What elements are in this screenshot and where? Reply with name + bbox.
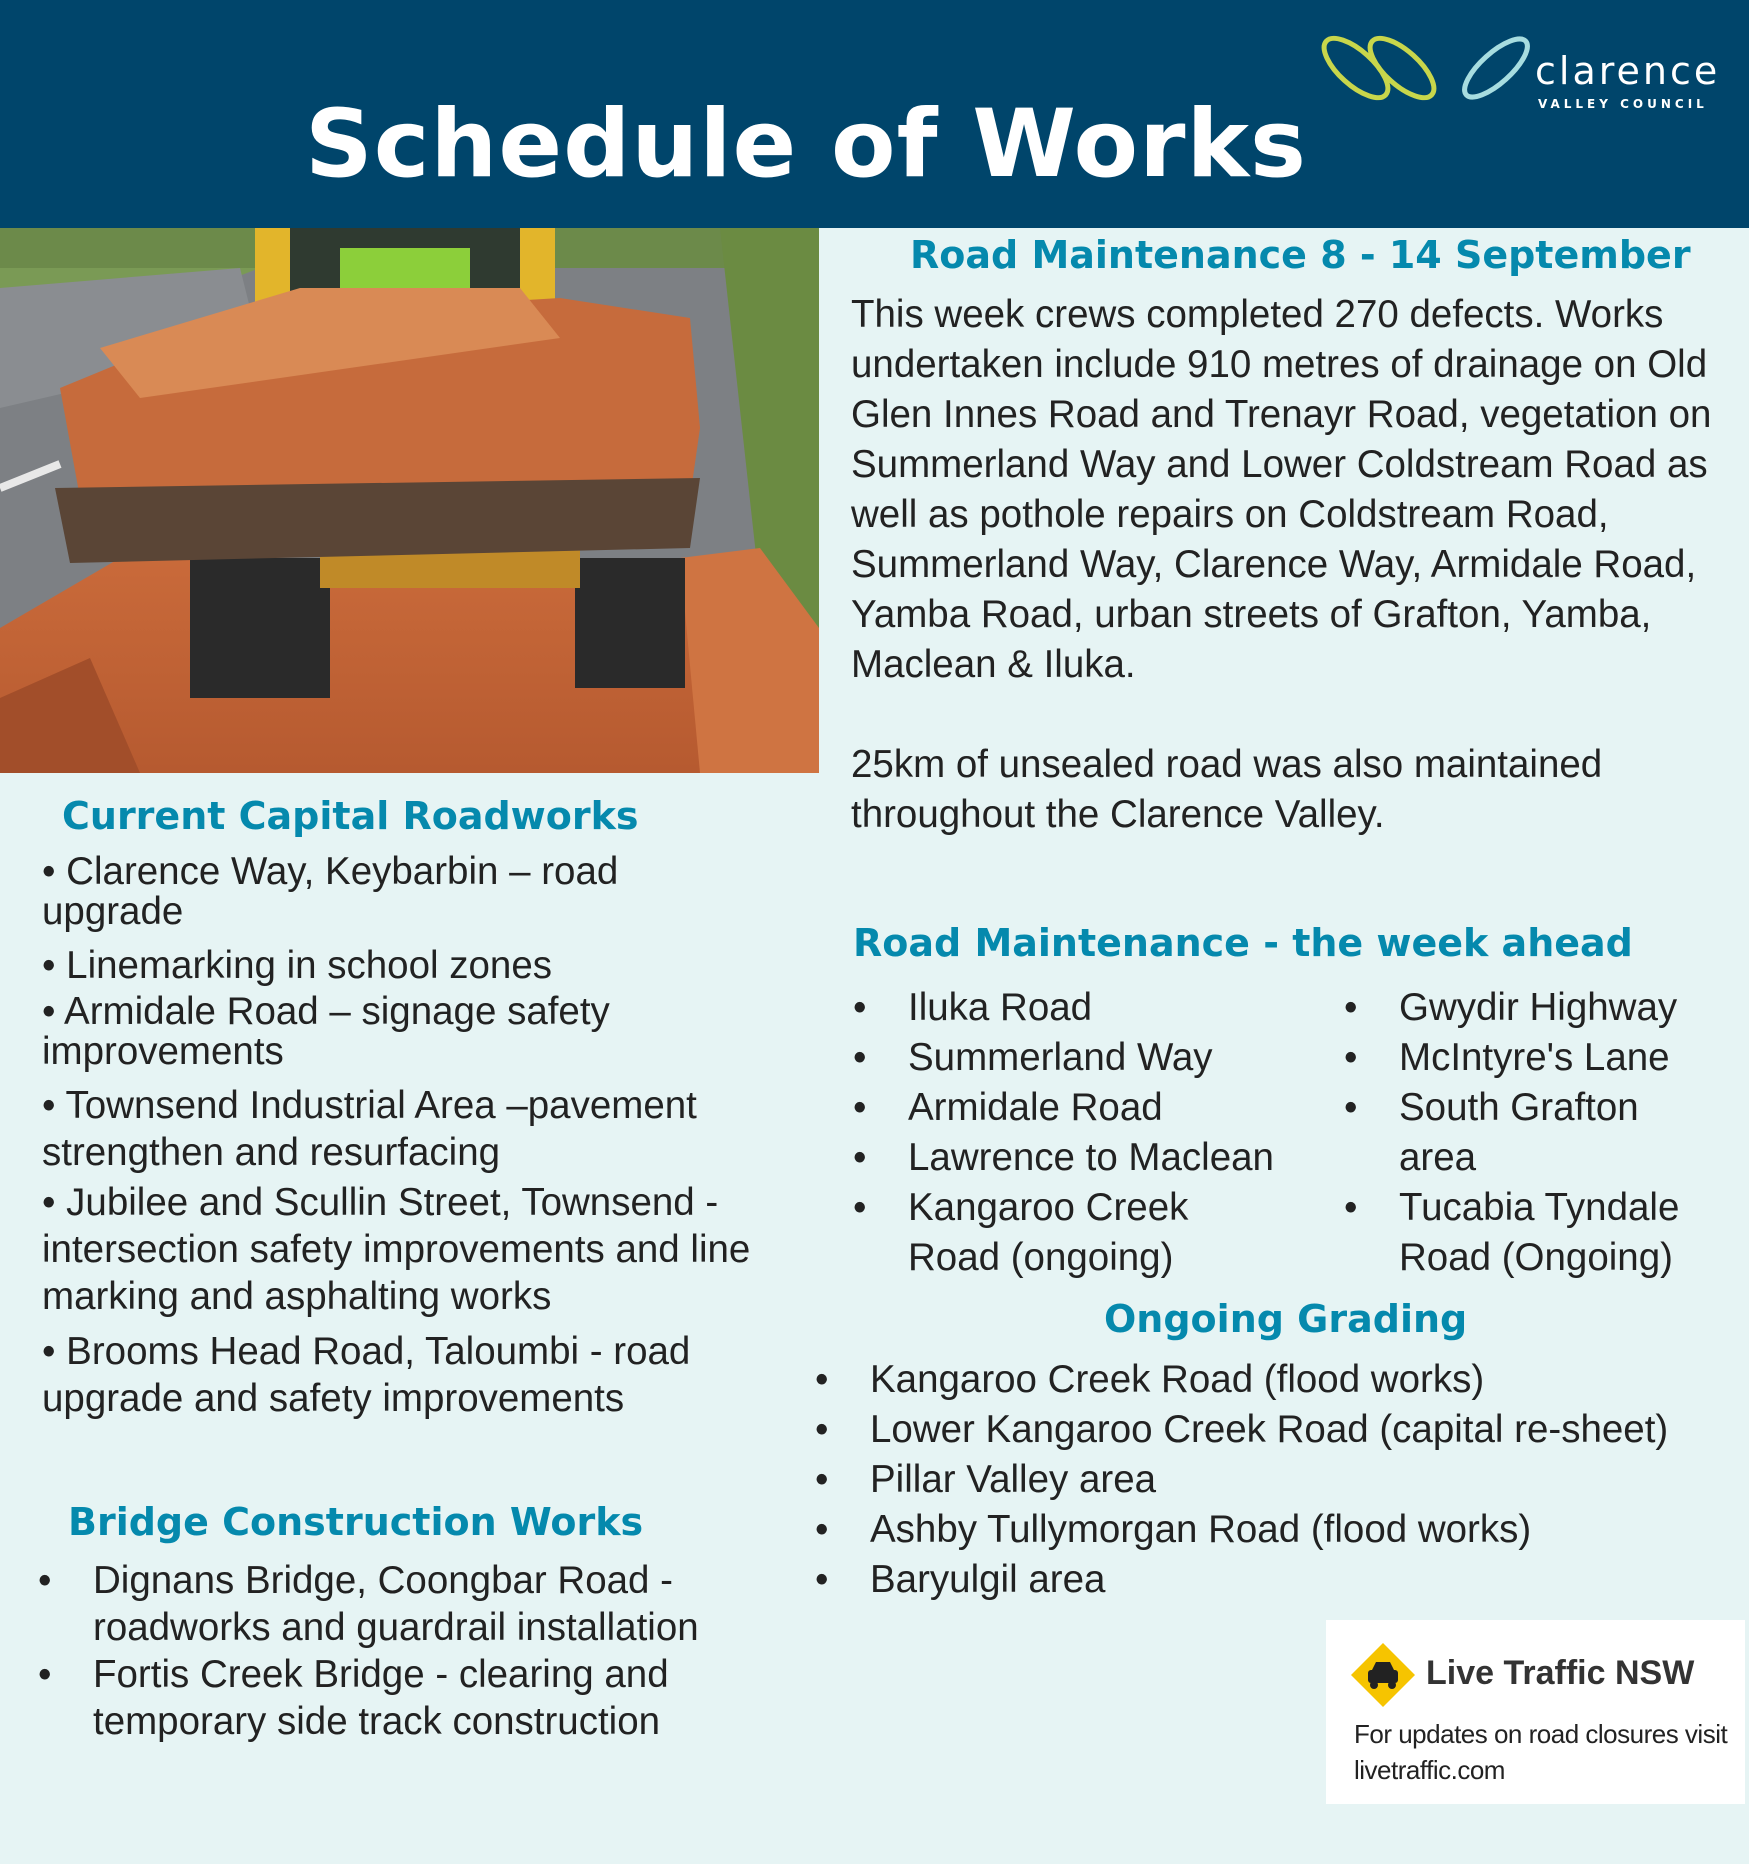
- list-item: • Linemarking in school zones: [42, 944, 552, 987]
- bridge-construction-heading: Bridge Construction Works: [68, 1500, 644, 1544]
- car-warning-icon: [1348, 1640, 1418, 1710]
- list-item: • Jubilee and Scullin Street, Townsend - intersection safety improvements and line marking and asphalting works: [42, 1181, 751, 1318]
- list-item: • Pillar Valley area: [815, 1455, 1745, 1505]
- grading-list: [815, 1355, 1745, 1605]
- list-item: • Clarence Way, Keybarbin – road upgrade: [42, 850, 619, 933]
- list-item: • Fortis Creek Bridge - clearing and temporary side track construction: [38, 1651, 758, 1745]
- logo-wordmark: clarence: [1535, 49, 1721, 93]
- list-item: • South Grafton area: [1344, 1083, 1679, 1183]
- page-title: Schedule of Works: [305, 90, 1307, 199]
- ongoing-grading-heading: Ongoing Grading: [1104, 1297, 1468, 1341]
- road-maintenance-text: [851, 290, 1731, 840]
- list-item: • Kangaroo Creek Road (ongoing): [853, 1183, 1268, 1283]
- header-banner: [0, 0, 1749, 228]
- road-maintenance-paragraph-2: 25km of unsealed road was also maintained throughout the Clarence Valley.: [851, 743, 1603, 836]
- list-item: • Lawrence to Maclean: [853, 1133, 1338, 1183]
- list-item: • Iluka Road: [853, 983, 1338, 1033]
- list-item: • Townsend Industrial Area –pavement strengthen and resurfacing: [42, 1084, 697, 1174]
- live-traffic-text[interactable]: For updates on road closures visit livetraffic.com: [1354, 1719, 1728, 1785]
- list-item: • Ashby Tullymorgan Road (flood works): [815, 1505, 1745, 1555]
- list-item: • Lower Kangaroo Creek Road (capital re-sheet): [815, 1405, 1745, 1455]
- roadworks-photo: [0, 228, 819, 773]
- list-item: • Armidale Road – signage safety improvements: [42, 990, 610, 1073]
- list-item: • Baryulgil area: [815, 1555, 1745, 1605]
- capital-roadworks-heading: Current Capital Roadworks: [62, 794, 639, 838]
- logo-subtitle: VALLEY COUNCIL: [1538, 97, 1708, 111]
- list-item: • Brooms Head Road, Taloumbi - road upgrade and safety improvements: [42, 1330, 691, 1420]
- week-ahead-list-col1: [853, 983, 1338, 1283]
- list-item: • Dignans Bridge, Coongbar Road - roadworks and guardrail installation: [38, 1557, 723, 1651]
- week-ahead-list-col2: [1344, 983, 1724, 1283]
- capital-roadworks-list: [42, 852, 782, 1422]
- clarence-valley-council-logo: [1318, 28, 1738, 118]
- road-maintenance-heading: Road Maintenance 8 - 14 September: [910, 233, 1691, 277]
- list-item: • Gwydir Highway: [1344, 983, 1724, 1033]
- list-item: • Summerland Way: [853, 1033, 1338, 1083]
- live-traffic-box[interactable]: [1326, 1620, 1745, 1804]
- list-item: • Armidale Road: [853, 1083, 1338, 1133]
- week-ahead-heading: Road Maintenance - the week ahead: [853, 921, 1633, 965]
- list-item: • Kangaroo Creek Road (flood works): [815, 1355, 1745, 1405]
- live-traffic-title: Live Traffic NSW: [1426, 1654, 1695, 1692]
- list-item: • Tucabia Tyndale Road (Ongoing): [1344, 1183, 1729, 1283]
- road-maintenance-paragraph-1: This week crews completed 270 defects. Works undertaken include 910 metres of drainage on Old Glen Innes Road and Trenayr Road, vegetation on Summerland Way and Lower Coldstream Road as well as pothole repairs on Coldstream Road, Summerland Way, Clarence Way, Armidale Road, Yamba Road, urban streets of Grafton, Yamba, Maclean & Iluka.: [851, 293, 1712, 686]
- bridge-list: [38, 1557, 758, 1745]
- skid-steer-loader-photo-icon: [0, 228, 819, 773]
- logo-rings-icon: [1318, 28, 1538, 118]
- list-item: • McIntyre's Lane: [1344, 1033, 1724, 1083]
